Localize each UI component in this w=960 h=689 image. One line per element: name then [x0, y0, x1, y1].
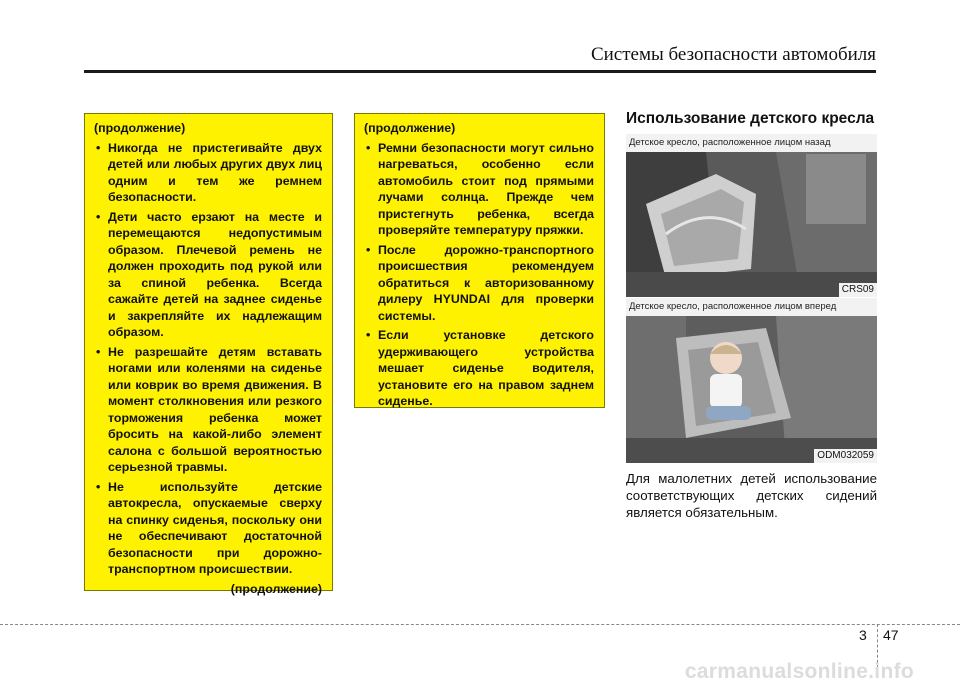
- rear-facing-seat-illustration: [626, 134, 877, 297]
- watermark: carmanualsonline.info: [684, 660, 914, 683]
- warning-item: • Если установке детского удерживающего устройства мешает сиденье водителя, установите его на правом заднем сиденье.: [364, 327, 594, 410]
- body-paragraph: Для малолетних детей использование соответствующих детских сидений является обязательным.: [626, 471, 877, 520]
- figure-caption: Детское кресло, расположенное лицом вперед: [626, 298, 877, 316]
- warning-box-middle: [354, 113, 605, 408]
- forward-facing-seat-figure: [626, 298, 877, 463]
- warning-item: • Не используйте детские автокресла, опускаемые сверху на спинку сиденья, поскольку они не обеспечивают достаточной безопасности при дорожно-транспортном происшествии.: [94, 479, 322, 578]
- figure-code: CRS09: [839, 283, 877, 297]
- warning-foot: (продолжение): [230, 581, 322, 596]
- warning-list: [94, 140, 322, 578]
- warning-item: • Ремни безопасности могут сильно нагреваться, особенно если автомобиль стоит под прямыми лучами солнца. Прежде чем пристегнуть ребенка, всегда проверяйте температуру пряжки.: [364, 140, 594, 239]
- warning-box-left: [84, 113, 333, 596]
- warning-item: • После дорожно-транспортного происшествия рекомендуем обратиться к авторизованному дилеру HYUNDAI для проверки системы.: [364, 242, 594, 325]
- header-rule: [84, 70, 876, 73]
- section-title: Использование детского кресла: [626, 110, 875, 127]
- header-title: Системы безопасности автомобиля: [590, 44, 876, 65]
- forward-facing-seat-illustration: [626, 298, 877, 463]
- figure-caption: Детское кресло, расположенное лицом назад: [626, 134, 877, 152]
- warning-item: • Никогда не пристегивайте двух детей или любых других двух лиц одним и тем же ремнем безопасности.: [94, 140, 322, 206]
- warning-item: • Дети часто ерзают на месте и перемещаются недопустимым образом. Плечевой ремень не должен проходить под рукой или за спиной ребенка. Всегда сажайте детей на заднее сиденье и закрепляйте их надлежащим образом.: [94, 209, 322, 341]
- rear-facing-seat-figure: [626, 134, 877, 297]
- warning-head: (продолжение): [364, 121, 456, 135]
- chapter-number: 3: [859, 627, 867, 643]
- warning-list: [364, 140, 594, 410]
- footer-rule: [0, 624, 960, 625]
- warning-head: (продолжение): [94, 121, 186, 135]
- figure-code: ODM032059: [814, 449, 877, 463]
- page-number: 47: [883, 627, 899, 643]
- warning-item: • Не разрешайте детям вставать ногами или коленями на сиденье или коврик во время движения. В момент столкновения или резкого торможения ребенка может бросить на какой-либо элемент салона с большой вероятностью серьезной травмы.: [94, 344, 322, 476]
